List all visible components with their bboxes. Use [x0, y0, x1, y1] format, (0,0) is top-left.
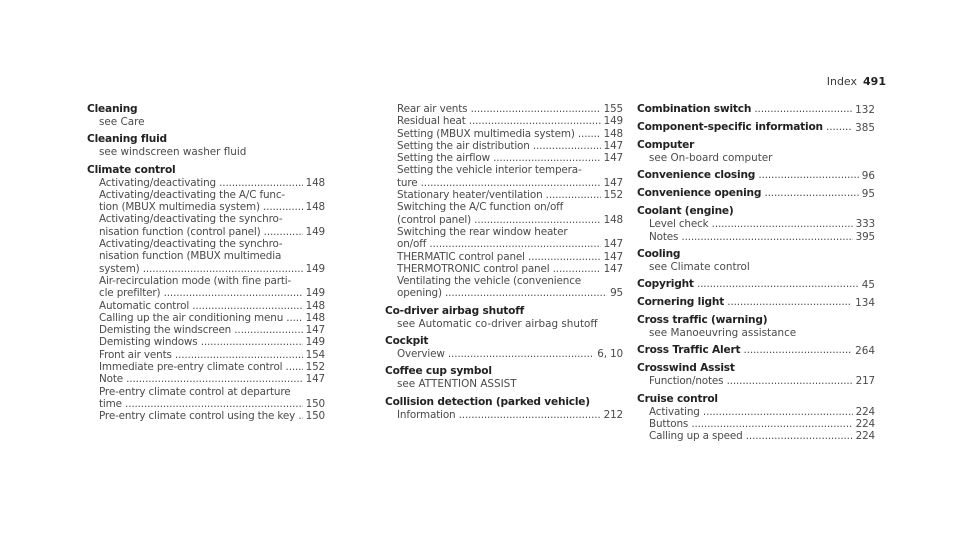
index-subentry[interactable]	[385, 128, 623, 140]
subentry-text: Demisting the windscreen .....	[99, 324, 303, 336]
index-term-row[interactable]	[637, 187, 875, 200]
page-reference[interactable]: 152	[603, 189, 623, 202]
index-term: Cooling	[637, 247, 681, 260]
index-term-row[interactable]	[637, 296, 875, 309]
page-reference[interactable]: 147	[305, 373, 325, 386]
index-label: Index	[826, 75, 858, 88]
index-subentry	[385, 201, 623, 213]
subentry-text: on/off .....	[397, 238, 601, 250]
index-term-row[interactable]	[637, 169, 875, 182]
page-reference[interactable]: 264	[855, 345, 875, 358]
index-subentry[interactable]	[87, 361, 325, 373]
index-subentry[interactable]	[385, 115, 623, 127]
index-entry	[87, 133, 325, 158]
index-subentry	[87, 386, 325, 398]
subentry-text: opening) .....	[397, 287, 607, 299]
index-subentry[interactable]	[87, 312, 325, 324]
page-reference[interactable]: 385	[855, 122, 875, 134]
see-reference[interactable]: see ATTENTION ASSIST	[397, 378, 517, 391]
subentry-text: Immediate pre-entry climate control .....	[99, 361, 303, 373]
page-reference[interactable]: 152	[305, 361, 325, 374]
page-reference[interactable]: 212	[603, 408, 623, 421]
page-reference[interactable]: 149	[305, 336, 325, 349]
index-subentry[interactable]	[385, 348, 623, 360]
see-reference[interactable]: see Care	[99, 116, 145, 128]
index-term: Computer	[637, 139, 695, 151]
subentry-text: tion (MBUX multimedia system) .....	[99, 201, 303, 213]
index-subentry[interactable]	[87, 177, 325, 189]
subentry-text: system) .....	[99, 263, 303, 275]
subentry-text: Note .....	[99, 373, 303, 385]
index-term-row[interactable]	[637, 278, 875, 291]
index-subentry[interactable]	[87, 410, 325, 422]
index-term-row[interactable]	[637, 344, 875, 357]
index-subentry[interactable]	[87, 398, 325, 410]
index-term-row[interactable]	[637, 121, 875, 134]
page-reference[interactable]: 148	[305, 176, 325, 189]
index-term: Convenience closing .....	[637, 169, 859, 182]
page-reference[interactable]: 217	[855, 375, 875, 388]
page-reference[interactable]: 155	[603, 103, 623, 115]
index-entry	[637, 278, 875, 291]
index-entry	[637, 393, 875, 443]
index-entry	[385, 365, 623, 390]
see-reference[interactable]: see On-board computer	[649, 152, 773, 164]
index-subentry[interactable]	[87, 226, 325, 238]
page-header	[827, 75, 886, 88]
index-term: Crosswind Assist	[637, 362, 735, 375]
index-term: Copyright .....	[637, 278, 859, 291]
subentry-text: Buttons .....	[649, 418, 853, 430]
index-entry	[637, 314, 875, 339]
index-entry	[637, 103, 875, 116]
index-column-3	[637, 103, 875, 448]
index-subentry	[385, 226, 623, 238]
subentry-text: Function/notes .....	[649, 375, 853, 387]
index-term: Co-driver airbag shutoff	[385, 304, 525, 317]
page-reference[interactable]: 147	[603, 176, 623, 189]
page-reference[interactable]: 147	[603, 250, 623, 263]
subentry-text: Residual heat .....	[397, 115, 601, 127]
index-subentry[interactable]	[385, 263, 623, 275]
subentry-text: Air-recirculation mode (with fine parti-	[99, 274, 292, 287]
index-entry	[637, 362, 875, 387]
subentry-text: Stationary heater/ventilation .....	[397, 189, 601, 201]
index-term: Cockpit	[385, 335, 429, 348]
subentry-text: Front air vents .....	[99, 349, 303, 361]
index-subentry[interactable]	[385, 214, 623, 226]
index-entry	[385, 305, 623, 330]
index-entry	[637, 169, 875, 182]
subentry-text: Calling up a speed .....	[649, 430, 853, 442]
index-subentry	[385, 275, 623, 287]
page-reference[interactable]: 148	[305, 311, 325, 324]
subentry-text: Demisting windows .....	[99, 336, 303, 348]
subentry-text: Overview .....	[397, 348, 594, 360]
subentry-text: Setting (MBUX multimedia system) .....	[397, 128, 601, 140]
subentry-text: Activating/deactivating the A/C func-	[99, 188, 286, 201]
index-subentry[interactable]	[385, 152, 623, 164]
index-column-2	[385, 103, 623, 426]
index-subentry	[87, 250, 325, 262]
index-term: Cross Traffic Alert .....	[637, 344, 852, 357]
index-subentry[interactable]	[385, 140, 623, 152]
index-entry	[385, 335, 623, 360]
page-reference[interactable]: 134	[855, 297, 875, 310]
index-entry	[637, 205, 875, 243]
index-subentry[interactable]	[385, 189, 623, 201]
subentry-text: time .....	[99, 398, 303, 410]
index-subentry[interactable]	[87, 201, 325, 213]
subentry-text: Activating .....	[649, 406, 853, 418]
page-reference[interactable]: 149	[305, 262, 325, 275]
subentry-text: Level check .....	[649, 218, 853, 230]
page-reference[interactable]: 224	[855, 418, 875, 431]
page-reference[interactable]: 147	[603, 262, 623, 275]
page-reference[interactable]: 148	[305, 201, 325, 214]
page-reference[interactable]: 150	[305, 410, 325, 423]
index-subentry[interactable]	[385, 177, 623, 189]
index-term: Cross traffic (warning)	[637, 314, 768, 327]
subentry-text: Activating/deactivating the synchro-	[99, 213, 283, 226]
subentry-text: (control panel) .....	[397, 214, 601, 226]
index-subentry[interactable]	[637, 231, 875, 243]
index-subentry[interactable]	[87, 373, 325, 385]
index-subentry[interactable]	[87, 349, 325, 361]
index-subentry	[87, 213, 325, 225]
subentry-text: Switching the rear window heater	[397, 225, 568, 238]
index-entry	[87, 164, 325, 423]
index-entry	[637, 121, 875, 134]
index-term: Convenience opening .....	[637, 187, 859, 200]
index-term: Cruise control	[637, 392, 718, 405]
subentry-text: Switching the A/C function on/off	[397, 201, 564, 214]
index-subentry	[87, 275, 325, 287]
index-subentry[interactable]	[87, 336, 325, 348]
index-entry	[385, 396, 623, 421]
index-subentry[interactable]	[385, 103, 623, 115]
see-reference[interactable]: see windscreen washer fluid	[99, 146, 247, 159]
page-reference[interactable]: 6, 10	[597, 348, 623, 361]
index-entry	[637, 344, 875, 357]
page-reference[interactable]: 149	[305, 287, 325, 300]
page-reference[interactable]: 148	[305, 299, 325, 312]
subentry-text: Activating/deactivating the synchro-	[99, 238, 283, 251]
index-column-1	[87, 103, 325, 428]
page-reference[interactable]: 45	[861, 279, 875, 292]
index-term: Climate control	[87, 163, 176, 176]
index-subentry[interactable]	[385, 409, 623, 421]
index-subentry[interactable]	[385, 287, 623, 299]
index-subentry[interactable]	[385, 238, 623, 250]
subentry-text: THERMATIC control panel .....	[397, 251, 601, 263]
index-term-row[interactable]	[637, 103, 875, 116]
page-reference[interactable]: 149	[603, 115, 623, 128]
page-reference[interactable]: 95	[610, 287, 623, 300]
subentry-text: Notes .....	[649, 231, 853, 243]
page-reference[interactable]: 132	[855, 104, 875, 116]
subentry-text: THERMOTRONIC control panel .....	[397, 263, 601, 275]
index-entry	[87, 103, 325, 128]
subentry-text: Setting the vehicle interior tempera-	[397, 164, 582, 177]
see-reference[interactable]: see Automatic co-driver airbag shutoff	[397, 317, 598, 330]
page-reference[interactable]: 333	[855, 218, 875, 231]
index-subentry	[87, 189, 325, 201]
page-number: 491	[863, 75, 886, 88]
index-subentry[interactable]	[637, 218, 875, 230]
index-subentry[interactable]	[87, 300, 325, 312]
index-subentry[interactable]	[637, 430, 875, 442]
page-reference[interactable]: 154	[305, 348, 325, 361]
index-term: Component-specific information .....	[637, 121, 852, 134]
subentry-text: Pre-entry climate control using the key .....	[99, 410, 303, 422]
subentry-text: cle prefilter) .....	[99, 287, 303, 299]
subentry-text: nisation function (control panel) .....	[99, 226, 303, 238]
subentry-text: ture .....	[397, 177, 601, 189]
index-subentry	[87, 238, 325, 250]
index-subentry[interactable]	[637, 418, 875, 430]
page-reference[interactable]: 150	[305, 397, 325, 410]
index-subentry[interactable]	[87, 287, 325, 299]
index-term: Combination switch .....	[637, 103, 852, 116]
page-reference[interactable]: 147	[603, 152, 623, 165]
index-term: Cleaning	[87, 103, 138, 115]
page-reference[interactable]: 147	[603, 238, 623, 251]
index-subentry[interactable]	[385, 251, 623, 263]
page-reference[interactable]: 149	[305, 225, 325, 238]
page-reference[interactable]: 395	[855, 230, 875, 243]
subentry-text: Calling up the air conditioning menu .....	[99, 312, 303, 324]
subentry-text: Pre-entry climate control at departure	[99, 385, 291, 398]
subentry-text: Rear air vents .....	[397, 103, 601, 115]
subentry-text: Ventilating the vehicle (convenience	[397, 275, 582, 288]
index-term: Coffee cup symbol	[385, 365, 492, 378]
page-reference[interactable]: 224	[855, 405, 875, 418]
index-subentry[interactable]	[637, 406, 875, 418]
page-reference[interactable]: 147	[603, 139, 623, 152]
subentry-text: Activating/deactivating .....	[99, 177, 303, 189]
index-subentry	[385, 164, 623, 176]
index-entry	[637, 248, 875, 273]
page-reference[interactable]: 224	[855, 430, 875, 443]
page-reference[interactable]: 147	[305, 324, 325, 337]
page-reference[interactable]: 148	[603, 213, 623, 226]
index-subentry[interactable]	[87, 263, 325, 275]
subentry-text: nisation function (MBUX multimedia	[99, 250, 282, 263]
page-reference[interactable]: 148	[603, 127, 623, 140]
index-entry	[385, 103, 623, 300]
see-reference[interactable]: see Climate control	[649, 260, 750, 273]
index-subentry[interactable]	[87, 324, 325, 336]
index-subentry[interactable]	[637, 375, 875, 387]
index-term: Collision detection (parked vehicle)	[385, 395, 590, 408]
page-reference[interactable]: 96	[861, 170, 875, 183]
index-entry	[637, 187, 875, 200]
index-term: Cleaning fluid	[87, 133, 167, 146]
subentry-text: Information .....	[397, 409, 601, 421]
subentry-text: Automatic control .....	[99, 300, 303, 312]
index-term: Coolant (engine)	[637, 205, 734, 218]
index-entry	[637, 296, 875, 309]
see-reference[interactable]: see Manoeuvring assistance	[649, 327, 797, 340]
subentry-text: Setting the air distribution .....	[397, 140, 601, 152]
subentry-text: Setting the airflow .....	[397, 152, 601, 164]
index-term: Cornering light .....	[637, 296, 852, 309]
page-reference[interactable]: 95	[861, 188, 875, 201]
index-entry	[637, 139, 875, 164]
